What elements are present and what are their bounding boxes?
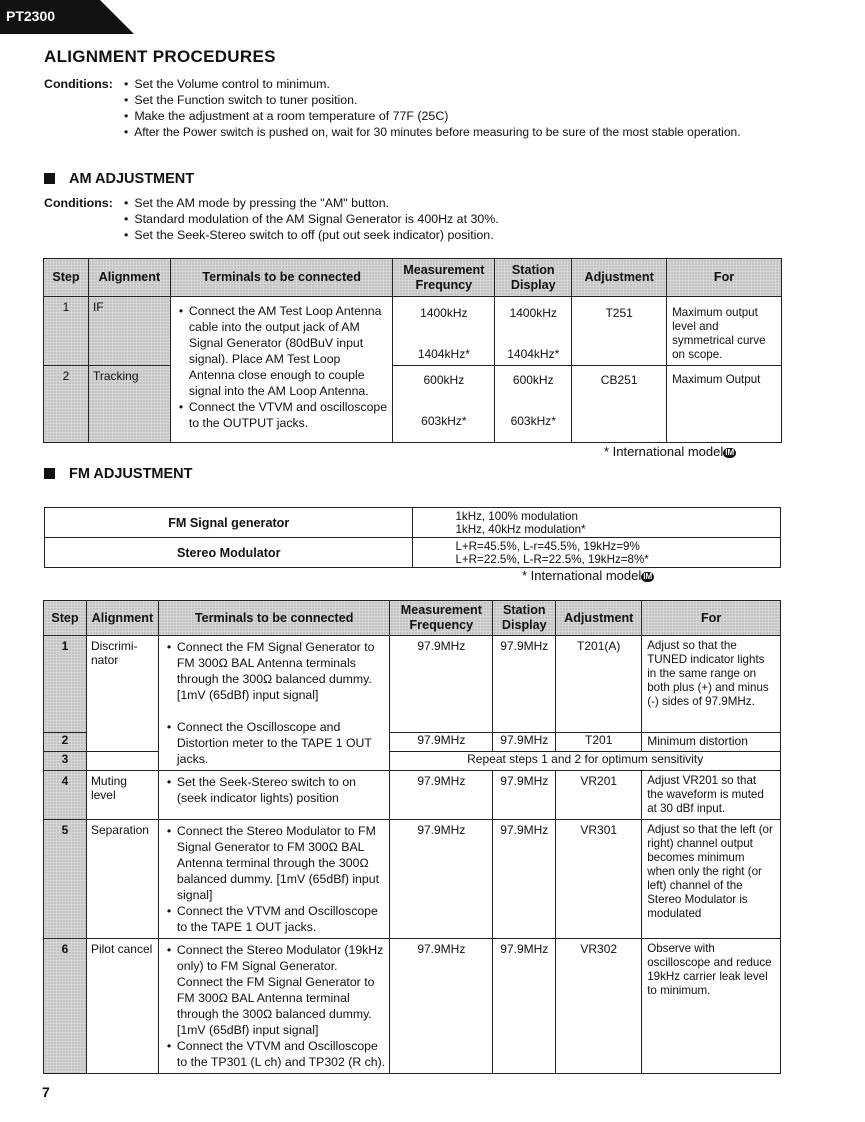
- fm-signal-table: [44, 507, 781, 568]
- fm-station: 97.9MHz: [493, 771, 556, 820]
- table-row: [44, 366, 782, 443]
- am-measurement: 600kHz 603kHz*: [393, 366, 495, 443]
- fm-terminal: • Connect the Stereo Modulator (19kHz only) to FM Signal Generator. Connect the FM Signal Generator to FM 300Ω BAL Antenna terminal through the 300Ω balanced dummy. [1mV (65dBf) input signal]: [177, 942, 385, 1038]
- fm-adjustment: T201: [556, 732, 642, 751]
- fm-terminals: [158, 939, 389, 1074]
- fm-header-adjustment: Adjustment: [556, 601, 642, 636]
- am-step: 1: [44, 297, 89, 366]
- fm-header-terminals: Terminals to be connected: [158, 601, 389, 636]
- fm-measurement: 97.9MHz: [390, 732, 493, 751]
- fm-header-station: Station Display: [493, 601, 556, 636]
- am-condition-3: • Set the Seek-Stereo switch to off (put out seek indicator) position.: [124, 227, 499, 243]
- am-condition-2: • Standard modulation of the AM Signal Generator is 400Hz at 30%.: [124, 211, 499, 227]
- table-row: [44, 771, 781, 820]
- table-row: [44, 820, 781, 939]
- fm-heading: FM ADJUSTMENT: [44, 466, 193, 482]
- fm-step: 2: [44, 732, 87, 751]
- fm-alignment: Separation: [86, 820, 158, 939]
- fm-for: Minimum distortion: [642, 732, 781, 751]
- fm-repeat-note: Repeat steps 1 and 2 for optimum sensitivity: [390, 751, 781, 770]
- fm-header-for: For: [642, 601, 781, 636]
- international-mark-icon: IM: [725, 448, 735, 457]
- fm-header-measurement: Measurement Frequency: [390, 601, 493, 636]
- fm-terminals: [158, 636, 389, 771]
- fm-step: 3: [44, 751, 87, 770]
- table-row: [44, 297, 782, 366]
- fm-alignment: Discrimi-nator: [86, 636, 158, 752]
- am-header-step: Step: [44, 259, 89, 297]
- fm-for: Adjust so that the TUNED indicator lights in the same range on both plus (+) and minus (-) sides of 97.9MHz.: [642, 636, 781, 733]
- am-heading: AM ADJUSTMENT: [44, 171, 194, 187]
- fm-measurement: 97.9MHz: [390, 636, 493, 733]
- fm-signal-label: FM Signal generator: [45, 508, 413, 538]
- fm-note: * International model IM: [522, 568, 653, 583]
- fm-station: 97.9MHz: [493, 636, 556, 733]
- model-tab: [0, 0, 134, 34]
- am-header-adjustment: Adjustment: [572, 259, 667, 297]
- am-terminal-2: • Connect the VTVM and oscilloscope to the OUTPUT jacks.: [189, 399, 389, 431]
- fm-alignment: Pilot cancel: [86, 939, 158, 1074]
- am-adjustment: T251: [572, 297, 667, 366]
- fm-adjustment: VR301: [556, 820, 642, 939]
- fm-terminal: • Set the Seek-Stereo switch to on (seek indicator lights) position: [177, 774, 385, 806]
- page-title: ALIGNMENT PROCEDURES: [44, 47, 276, 66]
- fm-for: Adjust so that the left (or right) channel output becomes minimum when only the right (or left) channel of the Stereo Modulator is modulated: [642, 820, 781, 939]
- am-header-terminals: Terminals to be connected: [170, 259, 393, 297]
- model-label: PT2300: [6, 8, 56, 24]
- fm-step: 5: [44, 820, 87, 939]
- general-condition-4: • After the Power switch is pushed on, wait for 30 minutes before measuring to be sure of the most stable operation.: [124, 124, 741, 140]
- page-number: 7: [42, 1084, 50, 1100]
- fm-station: 97.9MHz: [493, 939, 556, 1074]
- table-row: [45, 508, 781, 538]
- am-condition-1: • Set the AM mode by pressing the "AM" button.: [124, 195, 499, 211]
- table-row: [44, 636, 781, 733]
- fm-terminal: • Connect the Stereo Modulator to FM Signal Generator to FM 300Ω BAL Antenna terminal through the 300Ω balanced dummy. [1mV (65dBf) input signal]: [177, 823, 385, 903]
- international-mark-icon: IM: [643, 572, 653, 581]
- fm-for: Observe with oscilloscope and reduce 19kHz carrier leak level to minimum.: [642, 939, 781, 1074]
- general-condition-2: • Set the Function switch to tuner position.: [124, 92, 741, 108]
- fm-terminals: [158, 771, 389, 820]
- am-for: Maximum output level and symmetrical curve on scope.: [667, 297, 782, 366]
- fm-terminal: • Connect the Oscilloscope and Distortion meter to the TAPE 1 OUT jacks.: [177, 719, 385, 767]
- fm-terminal: • Connect the FM Signal Generator to FM 300Ω BAL Antenna terminals through the 300Ω balanced dummy. [1mV (65dBf) input signal]: [177, 639, 385, 703]
- fm-measurement: 97.9MHz: [390, 820, 493, 939]
- fm-step: 1: [44, 636, 87, 733]
- fm-station: 97.9MHz: [493, 820, 556, 939]
- table-row: [45, 538, 781, 568]
- fm-step: 6: [44, 939, 87, 1074]
- fm-for: Adjust VR201 so that the waveform is muted at 30 dBf input.: [642, 771, 781, 820]
- fm-measurement: 97.9MHz: [390, 771, 493, 820]
- am-step: 2: [44, 366, 89, 443]
- general-condition-3: • Make the adjustment at a room temperature of 77F (25C): [124, 108, 741, 124]
- am-for: Maximum Output: [667, 366, 782, 443]
- am-terminals: [170, 297, 393, 443]
- fm-terminals: [158, 820, 389, 939]
- am-alignment: Tracking: [88, 366, 170, 443]
- am-header-station: Station Display: [495, 259, 572, 297]
- stereo-modulator-label: Stereo Modulator: [45, 538, 413, 568]
- section-square-icon: [44, 173, 55, 184]
- am-station: 600kHz 603kHz*: [495, 366, 572, 443]
- fm-step: 4: [44, 771, 87, 820]
- fm-header-alignment: Alignment: [86, 601, 158, 636]
- table-row: [44, 751, 781, 770]
- fm-adjustment: VR201: [556, 771, 642, 820]
- am-adjustment: CB251: [572, 366, 667, 443]
- fm-measurement: 97.9MHz: [390, 939, 493, 1074]
- fm-station: 97.9MHz: [493, 732, 556, 751]
- fm-alignment-empty: [86, 751, 158, 770]
- am-header-for: For: [667, 259, 782, 297]
- fm-adjustment: T201(A): [556, 636, 642, 733]
- section-square-icon: [44, 468, 55, 479]
- am-terminal-1: • Connect the AM Test Loop Antenna cable into the output jack of AM Signal Generator (80dBuV input signal). Place AM Test Loop Antenna close enough to couple signal into the AM Loop Antenna.: [189, 303, 389, 399]
- general-condition-1: • Set the Volume control to minimum.: [124, 76, 741, 92]
- general-conditions-label: Conditions:: [44, 77, 113, 91]
- am-measurement: 1400kHz 1404kHz*: [393, 297, 495, 366]
- am-table: [43, 258, 782, 443]
- fm-alignment: Muting level: [86, 771, 158, 820]
- fm-terminal: • Connect the VTVM and Oscilloscope to the TP301 (L ch) and TP302 (R ch).: [177, 1038, 385, 1070]
- fm-terminal: • Connect the VTVM and Oscilloscope to the TAPE 1 OUT jacks.: [177, 903, 385, 935]
- table-row: [44, 939, 781, 1074]
- am-conditions-label: Conditions:: [44, 196, 113, 210]
- fm-adjustment: VR302: [556, 939, 642, 1074]
- stereo-modulator-value: L+R=45.5%, L-r=45.5%, 19kHz=9% L+R=22.5%, L-R=22.5%, 19kHz=8%*: [413, 538, 781, 568]
- fm-table: [43, 600, 781, 1074]
- fm-signal-value: 1kHz, 100% modulation 1kHz, 40kHz modulation*: [413, 508, 781, 538]
- am-station: 1400kHz 1404kHz*: [495, 297, 572, 366]
- am-header-alignment: Alignment: [88, 259, 170, 297]
- am-alignment: IF: [88, 297, 170, 366]
- am-header-measurement: Measurement Frequncy: [393, 259, 495, 297]
- fm-header-step: Step: [44, 601, 87, 636]
- am-note: * International model IM: [604, 444, 735, 459]
